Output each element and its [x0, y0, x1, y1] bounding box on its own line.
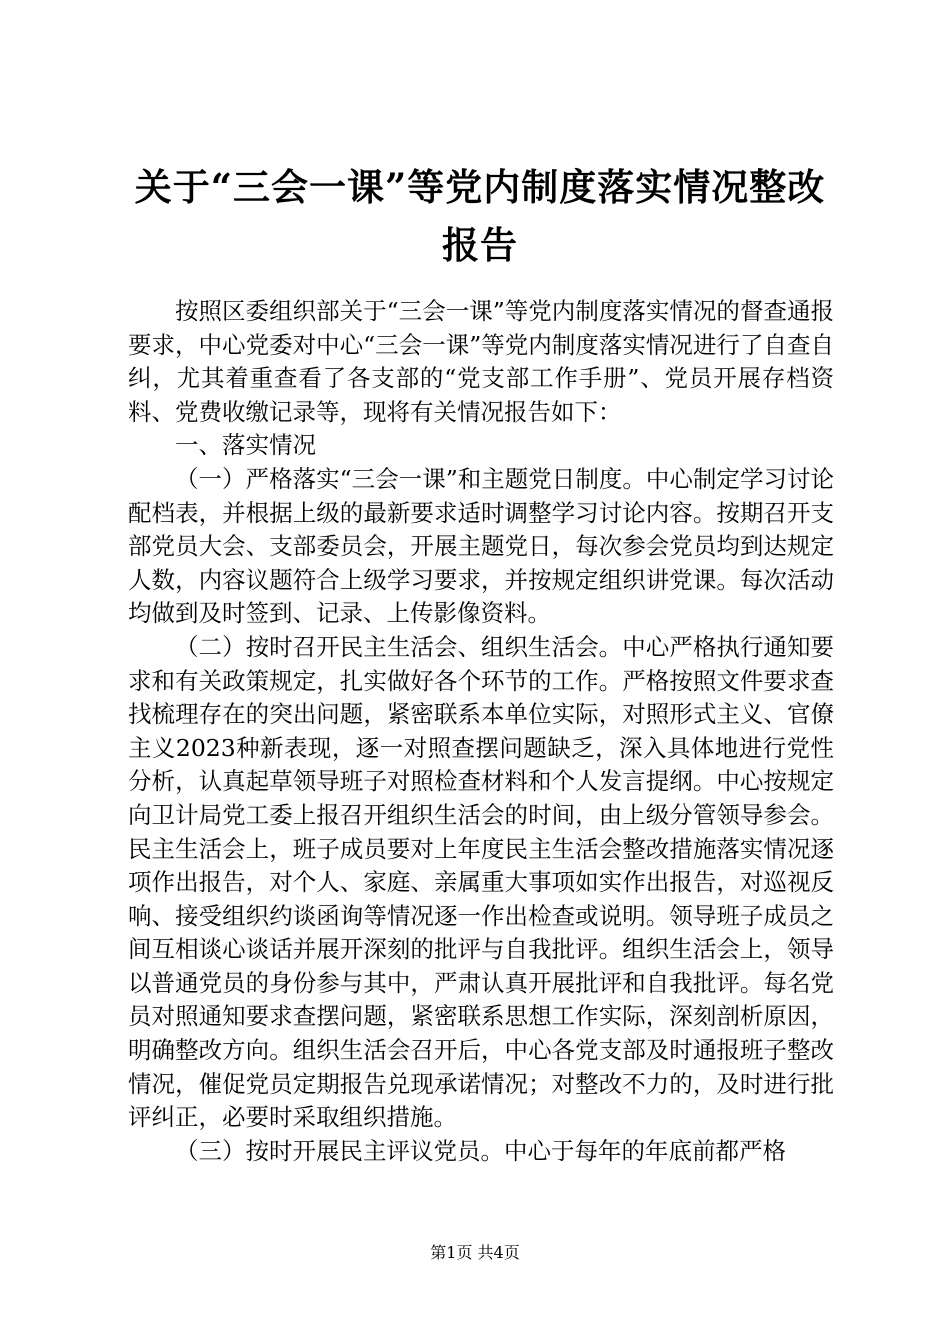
- item-three-paragraph: （三）按时开展民主评议党员。中心于每年的年底前都严格: [175, 1136, 786, 1165]
- document-body: [128, 295, 834, 1168]
- section-heading-implementation: 一、落实情况: [175, 431, 316, 460]
- intro-paragraph: 按照区委组织部关于“三会一课”等党内制度落实情况的督查通报要求，中心党委对中心“三会一课”等党内制度落实情况进行了自查自纠，尤其着重查看了各支部的“党支部工作手册”、党员开展存档资料、党费收缴记录等，现将有关情况报告如下：: [128, 297, 834, 426]
- document-title: 关于“三会一课”等党内制度落实情况整改报告: [134, 165, 826, 267]
- page-footer: 第1页 共4页: [430, 1243, 520, 1262]
- item-two-paragraph: （二）按时召开民主生活会、组织生活会。中心严格执行通知要求和有关政策规定，扎实做好各个环节的工作。严格按照文件要求查找梳理存在的突出问题，紧密联系本单位实际，对照形式主义、官僚主义2023种新表现，逐一对照查摆问题缺乏，深入具体地进行党性分析，认真起草领导班子对照检查材料和个人发言提纲。中心按规定向卫计局党工委上报召开组织生活会的时间，由上级分管领导参会。民主生活会上，班子成员要对上年度民主生活会整改措施落实情况逐项作出报告，对个人、家庭、亲属重大事项如实作出报告，对巡视反响、接受组织约谈函询等情况逐一作出检查或说明。领导班子成员之间互相谈心谈话并展开深刻的批评与自我批评。组织生活会上，领导以普通党员的身份参与其中，严肃认真开展批评和自我批评。每名党员对照通知要求查摆问题，紧密联系思想工作实际，深刻剖析原因，明确整改方向。组织生活会召开后，中心各党支部及时通报班子整改情况，催促党员定期报告兑现承诺情况；对整改不力的，及时进行批评纠正，必要时采取组织措施。: [128, 632, 834, 1132]
- item-one-paragraph: （一）严格落实“三会一课”和主题党日制度。中心制定学习讨论配档表，并根据上级的最新要求适时调整学习讨论内容。按期召开支部党员大会、支部委员会，开展主题党日，每次参会党员均到达规定人数，内容议题符合上级学习要求，并按规定组织讲党课。每次活动均做到及时签到、记录、上传影像资料。: [128, 464, 834, 628]
